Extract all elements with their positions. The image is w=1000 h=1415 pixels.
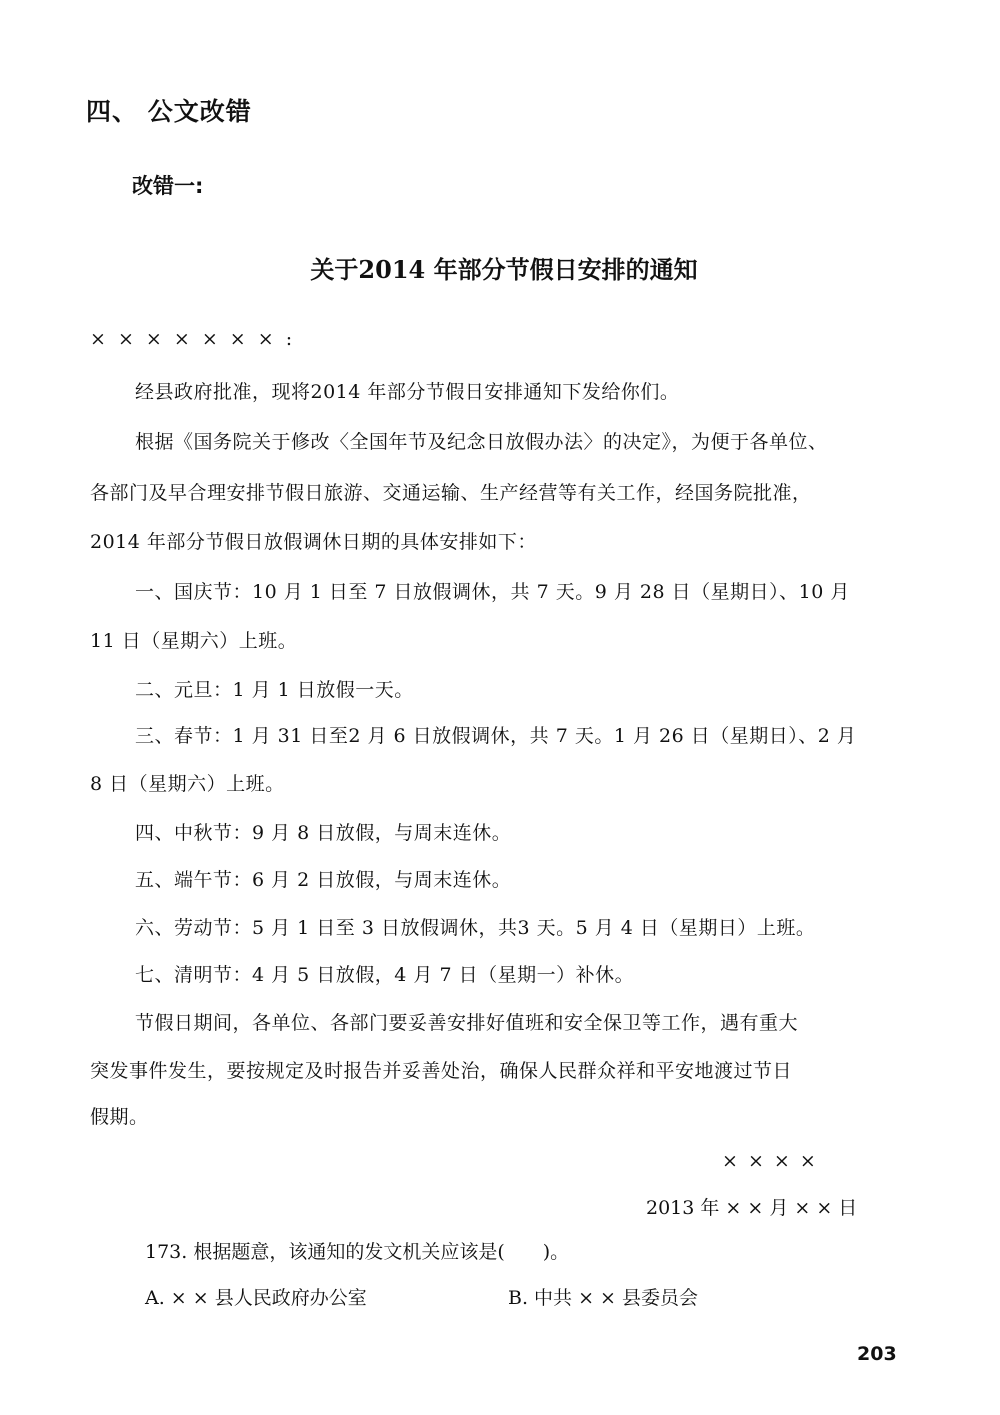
holiday-item-national-day-cont: 11 日（星期六）上班。 [90, 630, 298, 652]
notice-signature: × × × × [722, 1150, 818, 1172]
notice-intro: 经县政府批准，现将2014 年部分节假日安排通知下发给你们。 [135, 381, 680, 403]
holiday-item-mid-autumn: 四、中秋节：9 月 8 日放假，与周末连休。 [135, 822, 512, 844]
notice-basis-line-3: 2014 年部分节假日放假调休日期的具体安排如下： [90, 531, 537, 553]
notice-closing-line-3: 假期。 [90, 1106, 149, 1128]
notice-closing-line-1: 节假日期间，各单位、各部门要妥善安排好值班和安全保卫等工作，遇有重大 [135, 1012, 799, 1034]
holiday-item-spring-festival: 三、春节：1 月 31 日至2 月 6 日放假调休，共 7 天。1 月 26 日（星期日）、2 月 [135, 725, 857, 747]
holiday-item-spring-festival-cont: 8 日（星期六）上班。 [90, 773, 285, 795]
holiday-item-labor-day: 六、劳动节：5 月 1 日至 3 日放假调休，共3 天。5 月 4 日（星期日）上班。 [135, 917, 816, 939]
sub-heading: 改错一: [132, 174, 204, 198]
notice-salutation: × × × × × × × : [90, 328, 296, 350]
holiday-item-national-day: 一、国庆节：10 月 1 日至 7 日放假调休，共 7 天。9 月 28 日（星期日）、10 月 [135, 581, 850, 603]
question-option-b: B. 中共 × × 县委员会 [508, 1287, 699, 1309]
page-number: 203 [857, 1343, 897, 1365]
holiday-item-dragon-boat: 五、端午节：6 月 2 日放假，与周末连休。 [135, 869, 512, 891]
holiday-item-new-year: 二、元旦：1 月 1 日放假一天。 [135, 679, 414, 701]
notice-basis-line-2: 各部门及早合理安排节假日旅游、交通运输、生产经营等有关工作，经国务院批准， [90, 482, 812, 504]
question-option-a: A. × × 县人民政府办公室 [145, 1287, 367, 1309]
section-heading: 四、 公文改错 [86, 97, 252, 126]
notice-closing-line-2: 突发事件发生，要按规定及时报告并妥善处治，确保人民群众祥和平安地渡过节日 [90, 1060, 793, 1082]
holiday-item-qingming: 七、清明节：4 月 5 日放假，4 月 7 日（星期一）补休。 [135, 964, 635, 986]
notice-basis-line-1: 根据《国务院关于修改〈全国年节及纪念日放假办法〉的决定》，为便于各单位、 [135, 431, 828, 453]
notice-date: 2013 年 × × 月 × × 日 [646, 1197, 858, 1219]
notice-title: 关于2014 年部分节假日安排的通知 [310, 255, 698, 284]
question-text: 173. 根据题意，该通知的发文机关应该是( )。 [145, 1241, 570, 1263]
